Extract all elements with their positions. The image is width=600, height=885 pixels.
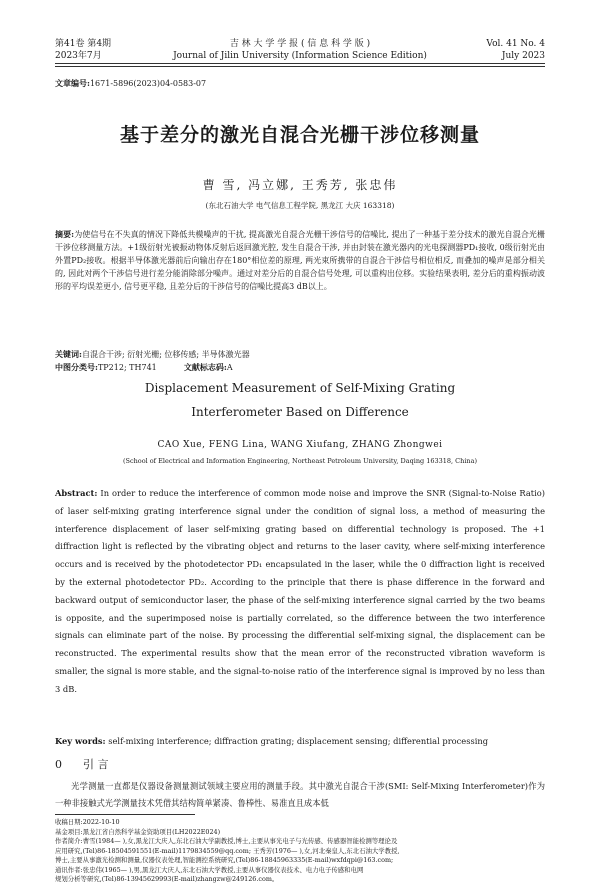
- doc-code-label: 文献标志码:: [183, 362, 227, 372]
- title-en-line1: Displacement Measurement of Self-Mixing Grating: [144, 381, 456, 395]
- intro-paragraph: [55, 778, 545, 812]
- affiliation-en: (School of Electrical and Information Engineering, Northeast Petroleum University, Daqing 163318, China): [122, 457, 478, 465]
- classification-cn: [55, 361, 545, 374]
- header-date-cn: 2023年7月: [55, 51, 102, 61]
- abstract-en: [55, 485, 545, 699]
- header-rule-bottom: [55, 66, 545, 67]
- header-volume-en: Vol. 41 No. 4: [486, 39, 545, 49]
- header-date-en: July 2023: [501, 51, 545, 61]
- header-volume-cn: 第41卷 第4期: [55, 39, 112, 49]
- footnote-rule: [55, 814, 195, 815]
- keywords-en-text: self-mixing interference; diffraction grating; displacement sensing; differential processing: [108, 736, 489, 746]
- section-title: 引 言: [83, 758, 109, 771]
- abstract-cn: [55, 228, 545, 293]
- clc-label: 中图分类号:: [55, 362, 98, 372]
- keywords-cn: [55, 348, 545, 361]
- article-number-value: 1671-5896(2023)04-0583-07: [89, 79, 207, 88]
- footnote-received: 收稿日期:2022-10-10: [55, 818, 120, 826]
- abstract-en-label: Abstract:: [55, 488, 98, 498]
- footnote-author-2: 应用研究,(Tel)86-18504591551(E-mail)1179834559@qq.com; 王秀芳(1976— ),女,河北秦皇人,东北石油大学教授,: [55, 846, 400, 855]
- intro-text: 光学测量一直都是仪器设备测量测试领域主要应用的测量手段。其中激光自混合干涉(SMI: Self-Mixing Interferometer)作为一种非接触式光学测量技术凭借其结构简单紧凑、鲁棒性、易准直且成本低: [55, 781, 545, 808]
- abstract-cn-label: 摘要:: [55, 229, 75, 239]
- section-number: 0: [55, 758, 62, 771]
- article-number: [55, 78, 206, 89]
- keywords-en: [55, 734, 545, 748]
- abstract-cn-text: 为使信号在不失真的情况下降低共模噪声的干扰, 提高激光自混合光栅干涉信号的信噪比, 提出了一种基于差分技术的激光自混合光栅干涉位移测量方法。+1级衍射光被振动物体反射后返回激光腔, 发生自混合干涉, 并由封装在激光器内的光电探测器PD₁接收, 0级衍射光由外置PD₂接收。根据半导体激光器前后向输出存在180°相位差的原理, 两光束所携带的自混合干涉信号相位相反, 而叠加的噪声是部分相关的, 因此对两个干涉信号进行差分能消除部分噪声。通过对差分后的自混合信号处理, 可以重构出位移。实验结果表明, 差分后的重构振动波形的平均误差更小, 信号更平稳, 且差分后的干涉信号的信噪比提高3 dB以上。: [55, 230, 546, 291]
- doc-code-value: A: [226, 363, 233, 372]
- footnote-corresponding-1: 通讯作者:张忠伟(1965— ),男,黑龙江大庆人,东北石油大学教授,主要从事仪器仪表技术、电力电子传感和电网: [55, 865, 364, 874]
- footnote-corresponding-2: 规划分析等研究,(Tel)86-13945629993(E-mail)zhangzw@249126.com。: [55, 875, 279, 883]
- header-right: [486, 38, 545, 62]
- footnote-author-1: 作者简介:曹雪(1984— ),女,黑龙江大庆人,东北石油大学副教授,博士,主要从事光电子与光传感、传感器智能检测等理论及: [55, 837, 398, 845]
- header-rule-top: [55, 63, 545, 64]
- footnotes: [55, 818, 545, 885]
- authors-en: CAO Xue, FENG Lina, WANG Xiufang, ZHANG Zhongwei: [157, 440, 443, 450]
- title-cn: 基于差分的激光自混合光栅干涉位移测量: [119, 124, 480, 146]
- keywords-cn-text: 自混合干涉; 衍射光栅; 位移传感; 半导体激光器: [81, 350, 250, 359]
- title-en: [55, 376, 545, 424]
- title-en-line2: Interferometer Based on Difference: [191, 405, 409, 419]
- keywords-en-label: Key words:: [55, 736, 106, 746]
- affiliation-cn: (东北石油大学 电气信息工程学院, 黑龙江 大庆 163318): [205, 201, 395, 210]
- header-left: [55, 38, 111, 62]
- article-number-label: 文章编号:: [55, 78, 90, 88]
- header-journal-en: Journal of Jilin University (Information Science Edition): [173, 51, 427, 61]
- clc-value: TP212; TH741: [97, 363, 157, 372]
- header-center: [150, 38, 450, 62]
- abstract-en-text: In order to reduce the interference of common mode noise and improve the SNR (Signal-to-Noise Ratio) of laser self-mixing grating interference signal under the condition of signal loss, a method of measuring the interference displacement of laser self-mixing grating based on differential technology is proposed. The +1 diffraction light is reflected by the vibrating object and returns to the laser cavity, where self-mixing interference occurs and is received by the photodetector PD₁ encapsulated in the laser, while the 0 diffraction light is received by the external photodetector PD₂. According to the principle that there is phase difference in the forward and backward output of semiconductor laser, the phase of the self-mixing interference signal carried by the two beams is opposite, and the superimposed noise is partially correlated, so the difference between the two interference signals can eliminate part of the noise. By processing the differential self-mixing signal, the displacement can be reconstructed. The experimental results show that the mean error of the reconstructed vibration waveform is smaller, the signal is more stable, and the signal-to-noise ratio of the interference signal is improved by no less than 3 dB.: [55, 488, 546, 694]
- footnote-author-3: 博士,主要从事激光检测和测量,仪器仪表处理,智能测控系统研究,(Tel)86-18845963335(E-mail)wxfdqpi@163.com;: [55, 856, 394, 864]
- section-heading: [55, 756, 109, 772]
- header-journal-cn: 吉 林 大 学 学 报 ( 信 息 科 学 版 ): [229, 39, 371, 49]
- authors-cn: 曹 雪, 冯立娜, 王秀芳, 张忠伟: [202, 178, 398, 192]
- keywords-cn-label: 关键词:: [55, 349, 82, 359]
- footnote-funding: 基金项目:黑龙江省自然科学基金资助项目(LH2022E024): [55, 827, 221, 836]
